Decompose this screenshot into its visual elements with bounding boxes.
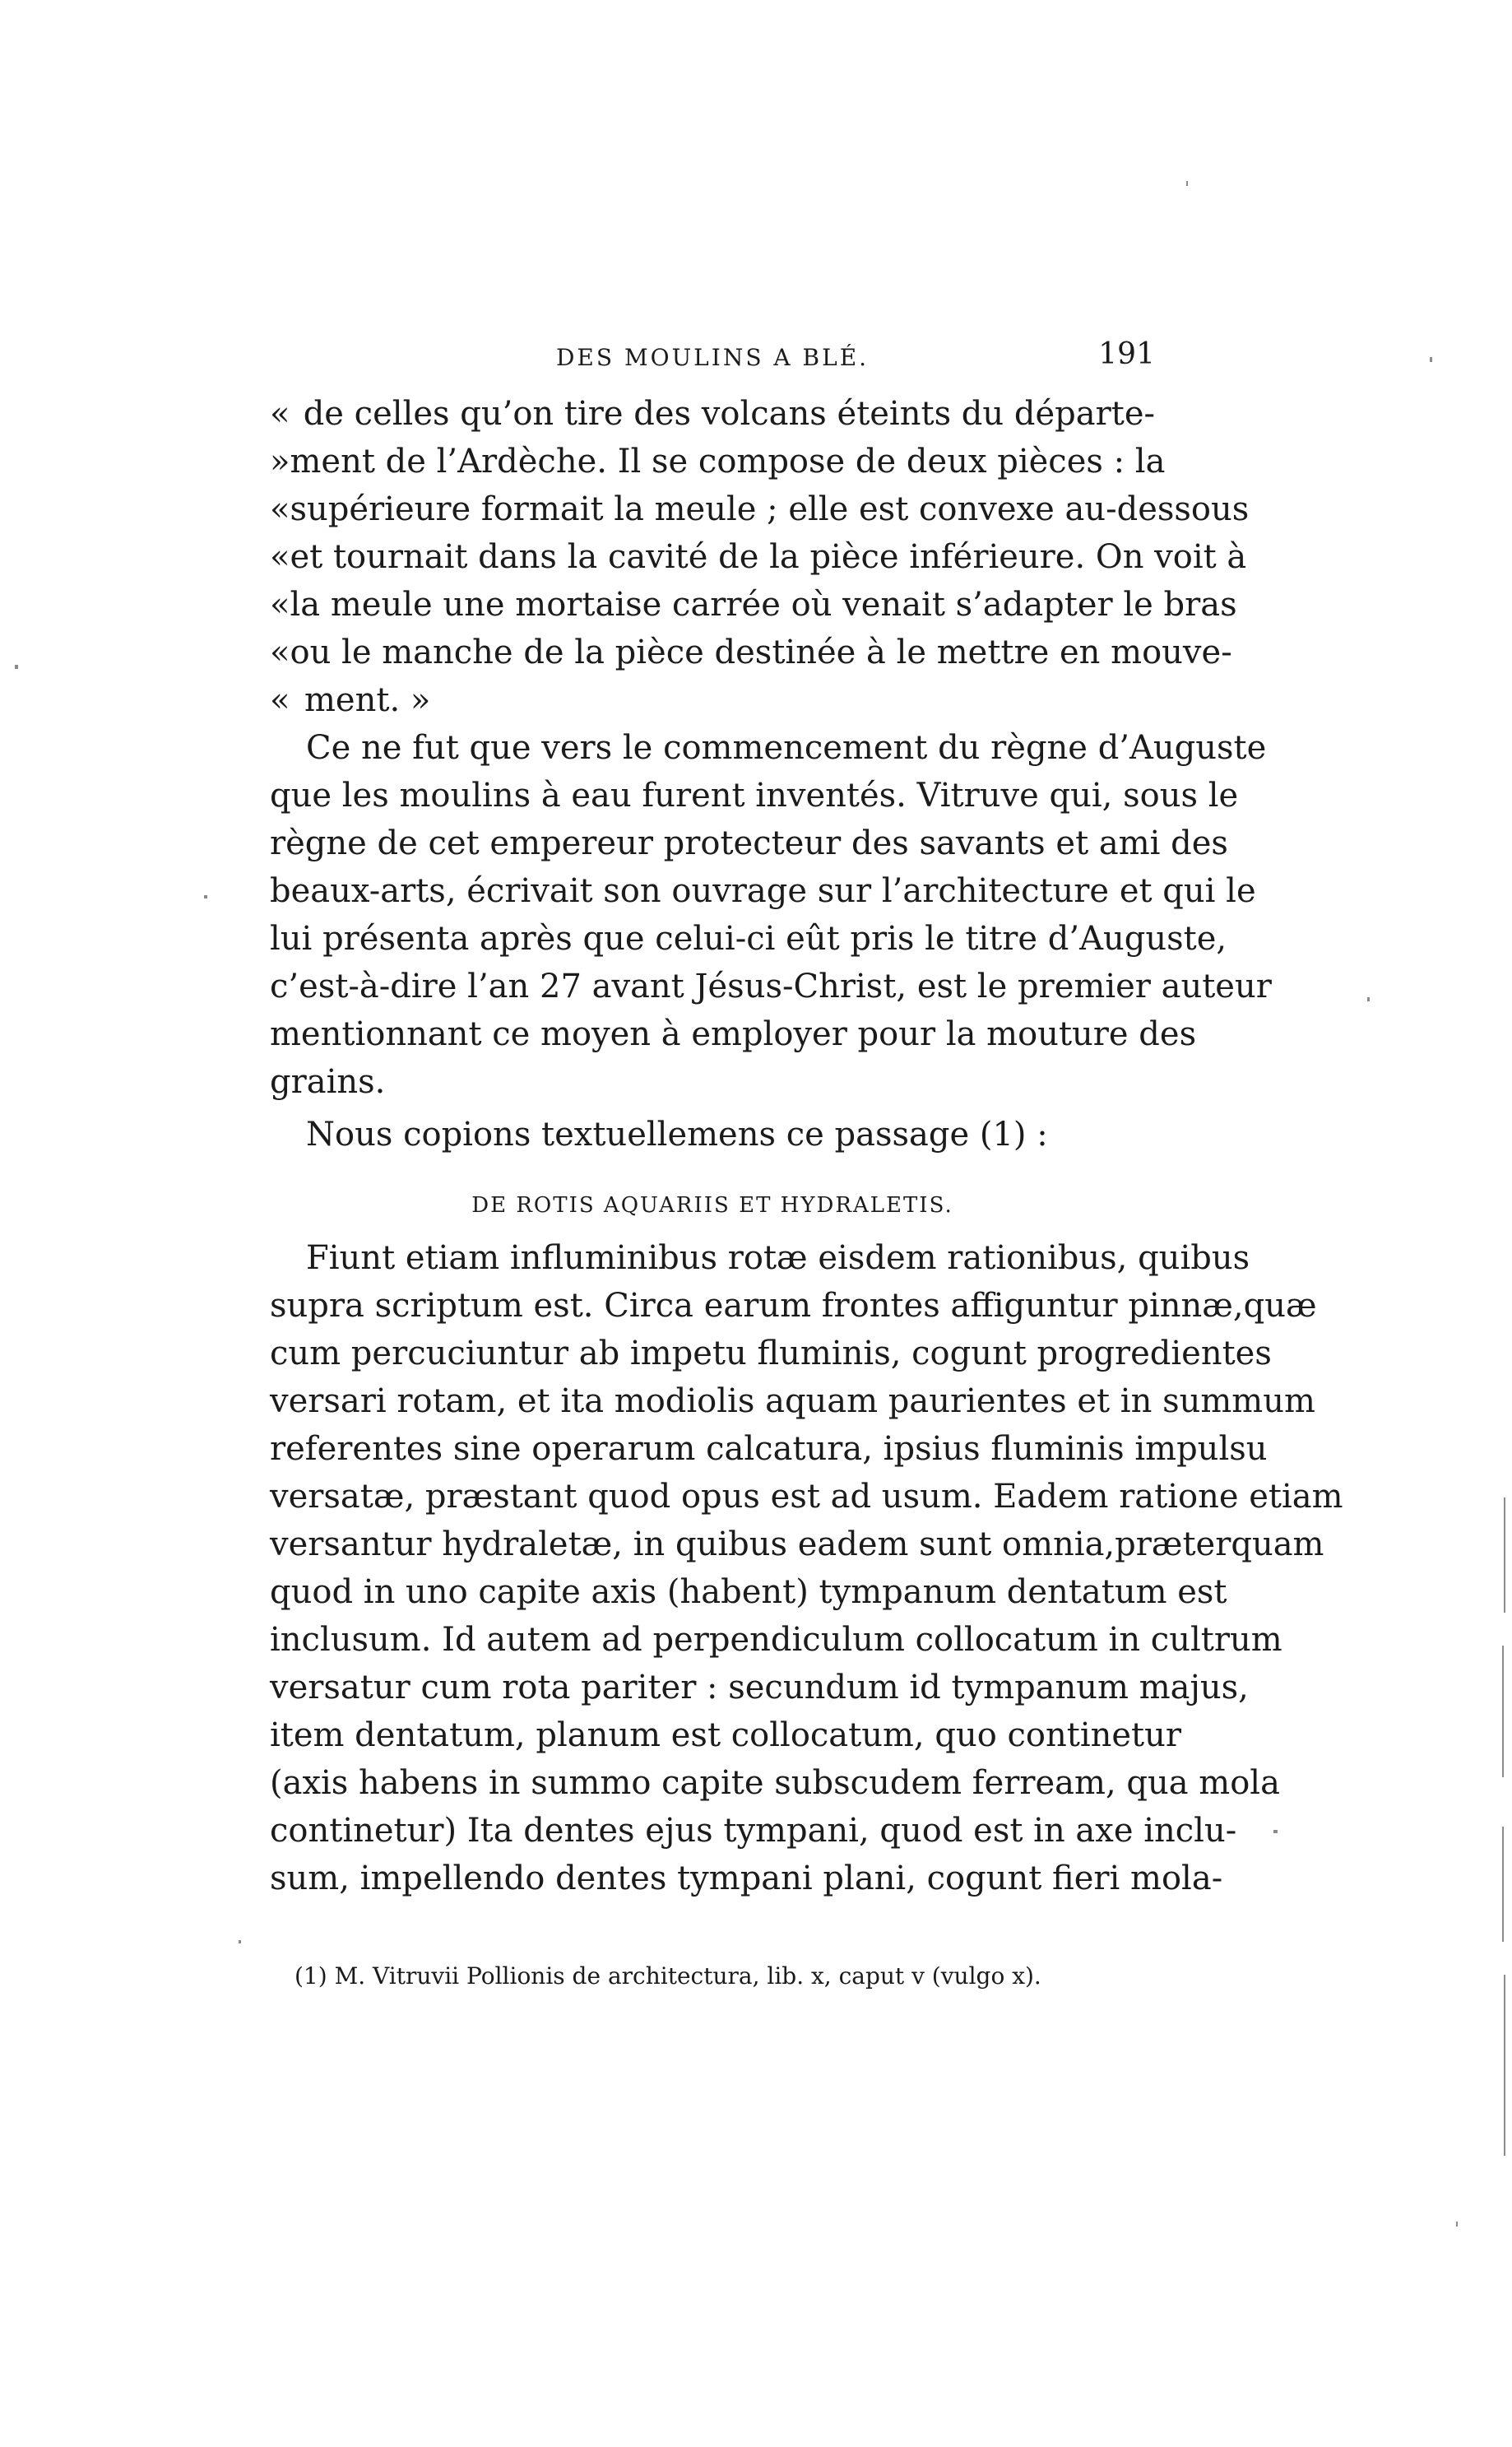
speck <box>1456 2222 1458 2226</box>
text-line: c’est-à-dire l’an 27 avant Jésus-Christ, est le premier auteur <box>270 968 1272 1005</box>
latin-line: versari rotam, et ita modiolis aquam paurientes et in summum <box>270 1382 1315 1420</box>
text-line: beaux-arts, écrivait son ouvrage sur l’architecture et qui le <box>270 872 1256 910</box>
footnote: (1) M. Vitruvii Pollionis de architectura, lib. x, caput v (vulgo x). <box>295 1962 1041 1990</box>
latin-line: supra scriptum est. Circa earum frontes affiguntur pinnæ,quæ <box>270 1287 1317 1325</box>
paragraph-intro-citation: Nous copions textuellemens ce passage (1) : <box>306 1116 1048 1154</box>
quote-line: « ou le manche de la pièce destinée à le mettre en mouve- <box>270 634 1232 671</box>
running-header <box>270 329 1155 378</box>
scan-edge-line <box>1502 1827 1504 1942</box>
latin-line: sum, impellendo dentes tympani plani, cogunt fieri mola- <box>270 1860 1223 1897</box>
latin-line: Fiunt etiam influminibus rotæ eisdem rationibus, quibus <box>306 1239 1250 1277</box>
page-number: 191 <box>1098 337 1155 371</box>
latin-line: inclusum. Id autem ad perpendiculum collocatum in cultrum <box>270 1621 1282 1659</box>
scan-edge-line <box>1504 1497 1505 1613</box>
text-line: mentionnant ce moyen à employer pour la mouture des <box>270 1015 1197 1053</box>
text-line: règne de cet empereur protecteur des savants et ami des <box>270 824 1228 862</box>
latin-line: versatur cum rota pariter : secundum id tympanum majus, <box>270 1669 1249 1706</box>
text-line: Ce ne fut que vers le commencement du règne d’Auguste <box>306 729 1267 767</box>
speck <box>239 1940 241 1943</box>
quote-line: « et tournait dans la cavité de la pièce inférieure. On voit à <box>270 538 1247 576</box>
speck <box>1273 1830 1278 1833</box>
latin-line: continetur) Ita dentes ejus tympani, quod est in axe inclu- <box>270 1812 1237 1850</box>
quote-line: » ment de l’Ardèche. Il se compose de deux pièces : la <box>270 443 1166 481</box>
latin-subheading: DE ROTIS AQUARIIS ET HYDRALETIS. <box>471 1193 953 1218</box>
speck <box>1367 997 1370 1001</box>
text-line: grains. <box>270 1063 386 1101</box>
speck <box>204 895 207 898</box>
latin-line: item dentatum, planum est collocatum, quo continetur <box>270 1716 1182 1754</box>
latin-line: (axis habens in summo capite subscudem ferream, qua mola <box>270 1764 1280 1802</box>
speck <box>1186 181 1188 186</box>
quote-line: « ment. » <box>270 681 431 719</box>
latin-line: versatæ, præstant quod opus est ad usum. Eadem ratione etiam <box>270 1478 1343 1516</box>
latin-line: quod in uno capite axis (habent) tympanum dentatum est <box>270 1573 1227 1611</box>
scan-edge-line <box>1502 1646 1504 1777</box>
latin-line: cum percuciuntur ab impetu fluminis, cogunt progredientes <box>270 1335 1272 1372</box>
scan-edge-line <box>1504 1975 1505 2156</box>
latin-line: referentes sine operarum calcatura, ipsius fluminis impulsu <box>270 1430 1268 1468</box>
quote-line: « la meule une mortaise carrée où venait s’adapter le bras <box>270 586 1237 624</box>
speck <box>1430 357 1432 362</box>
running-title: DES MOULINS A BLÉ. <box>555 344 870 371</box>
speck <box>15 665 18 669</box>
latin-line: versantur hydraletæ, in quibus eadem sunt omnia,præterquam <box>270 1525 1324 1563</box>
text-line: lui présenta après que celui-ci eût pris le titre d’Auguste, <box>270 920 1227 958</box>
quote-line: « de celles qu’on tire des volcans éteints du départe- <box>270 395 1155 433</box>
text-line: que les moulins à eau furent inventés. Vitruve qui, sous le <box>270 777 1239 815</box>
quote-line: « supérieure formait la meule ; elle est convexe au-dessous <box>270 490 1250 528</box>
